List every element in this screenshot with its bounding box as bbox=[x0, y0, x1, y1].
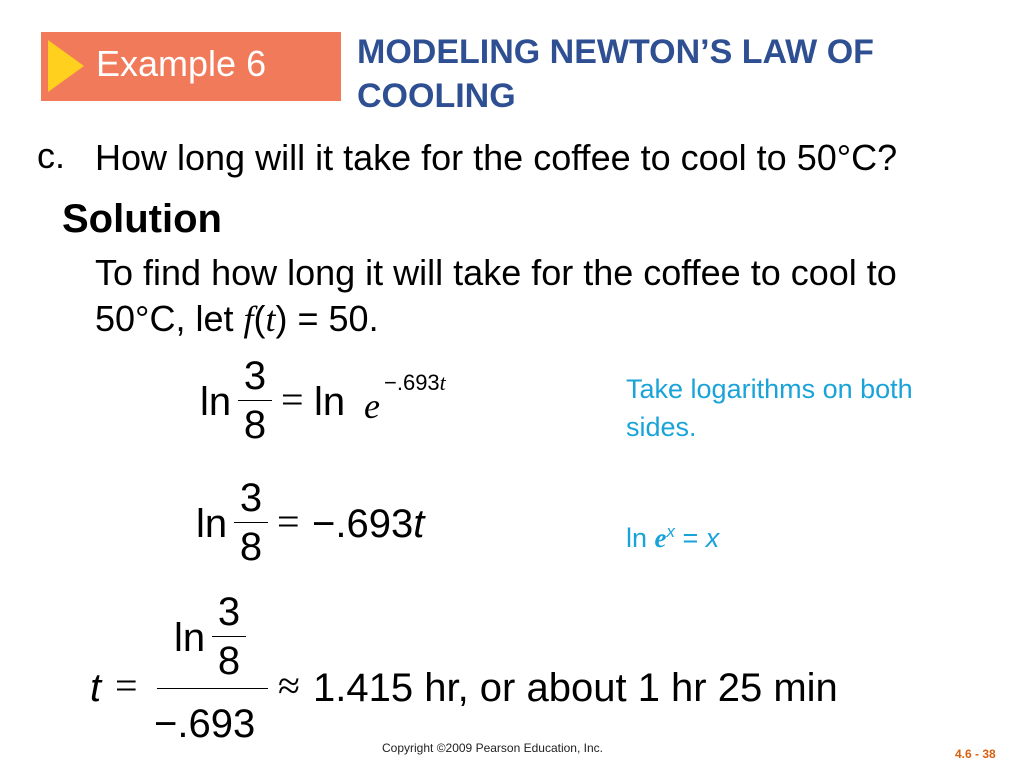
page-number: 4.6 - 38 bbox=[955, 747, 996, 761]
variable-t: t bbox=[90, 666, 102, 710]
exponent bbox=[384, 372, 446, 394]
fraction-bar bbox=[234, 522, 268, 523]
ln-label: ln bbox=[174, 616, 206, 660]
note-ln: ln bbox=[626, 523, 655, 553]
fraction-three-eighths bbox=[212, 592, 246, 681]
result-text: 1.415 hr, or about 1 hr 25 min bbox=[313, 666, 838, 710]
fraction-numerator: 3 bbox=[243, 354, 267, 398]
ln-label: ln bbox=[314, 380, 346, 424]
equals-sign: = bbox=[277, 499, 300, 544]
solution-text: To find how long it will take for the coffee to cool to 50°C, let f(t) = 50. bbox=[95, 252, 897, 339]
fraction-three-eighths bbox=[234, 478, 268, 567]
arrow-right-icon bbox=[48, 40, 84, 92]
function-symbol: f bbox=[243, 299, 254, 339]
fraction-denominator: 8 bbox=[217, 639, 241, 683]
slide-title: MODELING NEWTON’S LAW OF COOLING bbox=[357, 33, 874, 115]
main-fraction-bar bbox=[157, 688, 268, 689]
function-argument: t bbox=[265, 299, 276, 339]
fraction-bar bbox=[212, 636, 246, 637]
rhs-expression bbox=[312, 504, 424, 544]
note-equals: = bbox=[675, 523, 706, 553]
fraction-denominator: 8 bbox=[239, 525, 263, 569]
solution-text-before: To find how long it will take for the coffee to cool to 50°C, let bbox=[95, 252, 897, 339]
part-letter: c. bbox=[37, 135, 66, 176]
step-note: Take logarithms on both sides. bbox=[626, 374, 913, 442]
step-note bbox=[626, 513, 719, 557]
fraction-three-eighths bbox=[238, 356, 272, 445]
note-rhs: x bbox=[705, 523, 720, 553]
exponent-value: −.693 bbox=[384, 370, 440, 395]
equals-sign: = bbox=[115, 663, 138, 708]
example-label: Example 6 bbox=[96, 43, 267, 84]
fraction-numerator: 3 bbox=[239, 476, 263, 520]
note-e: e bbox=[654, 523, 667, 553]
base-e: e bbox=[364, 386, 380, 426]
equals-sign: = bbox=[281, 377, 304, 422]
main-fraction-denominator: −.693 bbox=[154, 702, 256, 746]
ln-label: ln bbox=[196, 502, 228, 546]
approx-sign: ≈ bbox=[278, 663, 300, 708]
fraction-denominator: 8 bbox=[243, 403, 267, 447]
solution-heading: Solution bbox=[62, 197, 222, 241]
fraction-numerator: 3 bbox=[217, 590, 241, 634]
rhs-value: −.693 bbox=[312, 502, 414, 546]
note-exponent: x bbox=[666, 522, 676, 541]
question-text: How long will it take for the coffee to cool to 50°C? bbox=[95, 137, 898, 178]
solution-text-after: = 50. bbox=[287, 298, 379, 339]
rhs-variable: t bbox=[413, 502, 425, 546]
fraction-bar bbox=[238, 400, 272, 401]
exponent-variable: t bbox=[439, 370, 446, 395]
copyright: Copyright ©2009 Pearson Education, Inc. bbox=[382, 741, 603, 755]
ln-label: ln bbox=[200, 380, 232, 424]
